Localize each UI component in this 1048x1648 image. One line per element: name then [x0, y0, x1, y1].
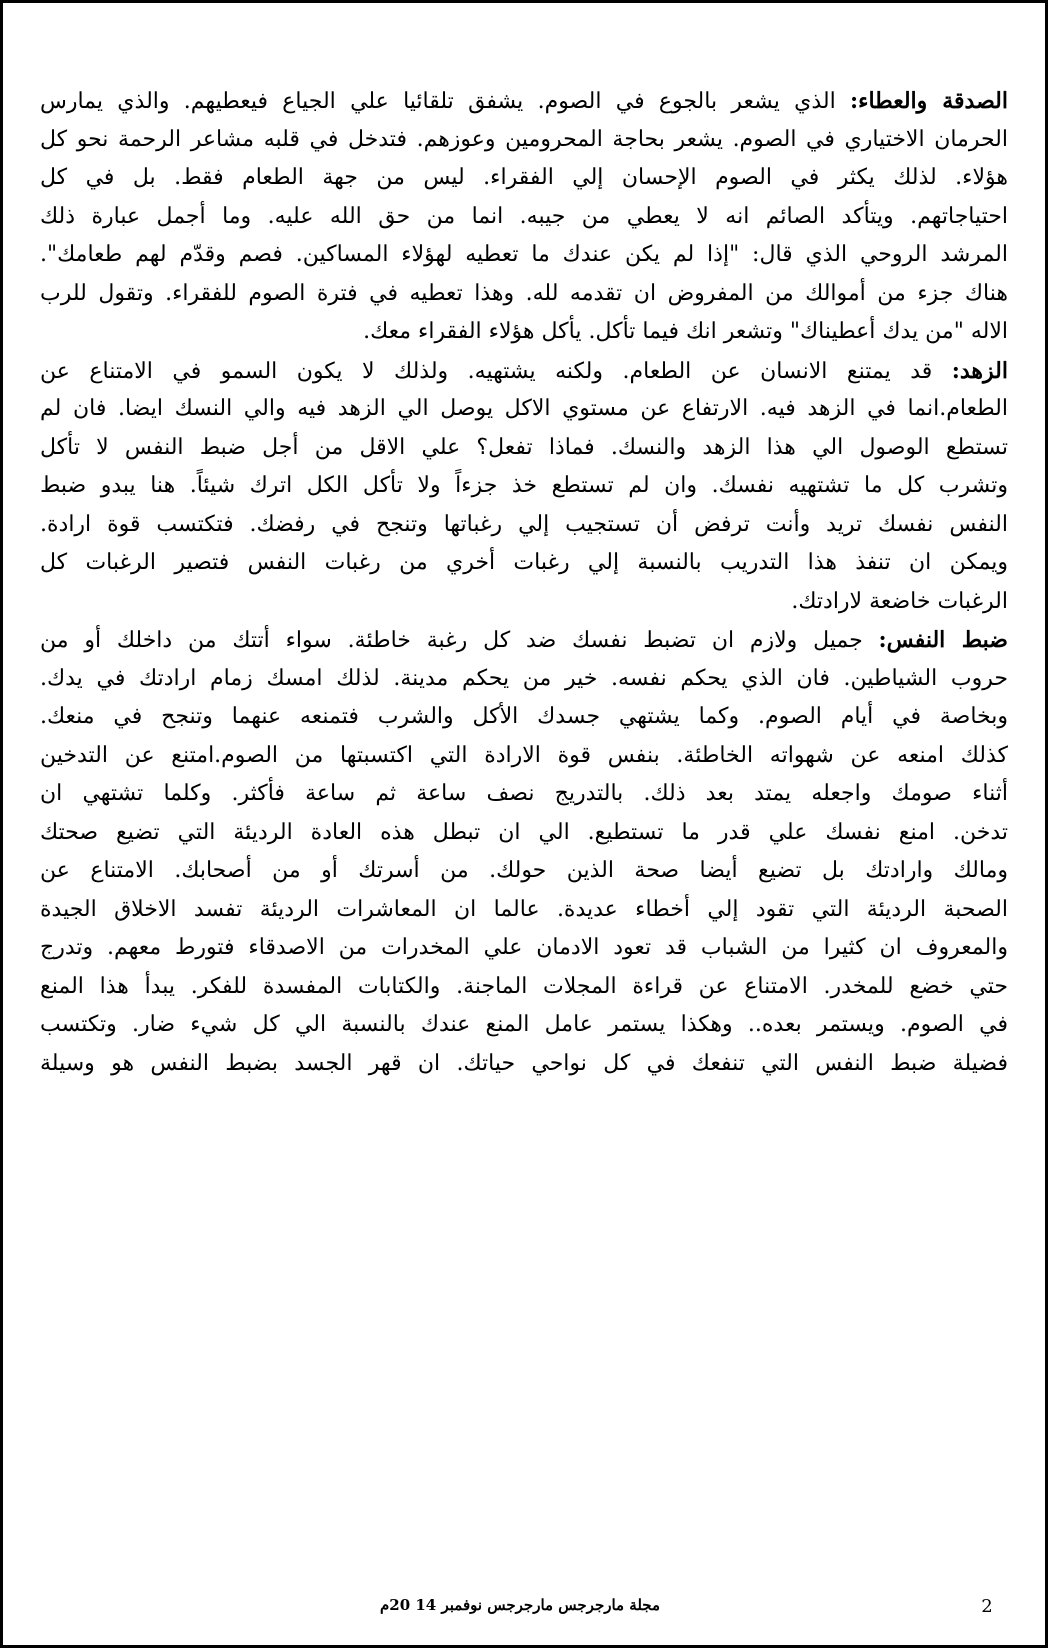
text-line: تدخن. امنع نفسك علي قدر ما تستطيع. الي ان تبطل هذه العادة الرديئة التي تضيع صحتك: [40, 819, 1008, 845]
text-line: حتي خضع للمخدر. الامتناع عن قراءة المجلات الماجنة. والكتابات المفسدة للفكر. يبدأ هذا المنع: [40, 973, 1008, 999]
line-text: جميل ولازم ان تضبط نفسك ضد كل رغبة خاطئة. سواء أتتك من داخلك أو من: [40, 628, 863, 653]
section-heading: ضبط النفس:: [878, 627, 1008, 653]
line-text: قد يمتنع الانسان عن الطعام. ولكنه يشتهيه. ولذلك لا يكون السمو في الامتناع عن: [40, 358, 933, 384]
text-line: وبخاصة في أيام الصوم. وكما يشتهي جسدك الأكل والشرب فتمنعه عنهما وتنجح في منعك.: [40, 704, 1008, 729]
text-line: هناك جزء من أموالك من المفروض ان تقدمه لله. وهذا تعطيه في فترة الصوم للفقراء. وتقول للرب: [40, 280, 1008, 306]
text-line: النفس نفسك تريد وأنت ترفض أن تستجيب إلي رغباتها وتنجح في رفضك. فتكتسب قوة ارادة.: [40, 511, 1008, 537]
text-line: الطعام.انما في الزهد فيه. الارتفاع عن مستوي الاكل يوصل الي الزهد فيه والي النسك ايضا. فان لم: [40, 396, 1008, 421]
text-line: [40, 82, 1008, 121]
text-line: وتشرب كل ما تشتهيه نفسك. وان لم تستطع خذ جزءاً ولا تأكل الكل اترك شيئاً. هنا يبدو ضبط: [40, 473, 1008, 498]
text-line: المرشد الروحي الذي قال: "إذا لم يكن عندك ما تعطيه لهؤلاء المساكين. فصم وقدّم لهم طعامك".: [40, 242, 1008, 267]
text-line: أثناء صومك واجعله يمتد بعد ذلك. بالتدريج نصف ساعة ثم ساعة فأكثر. وكلما تشتهي ان: [40, 781, 1008, 806]
line-text: الذي يشعر بالجوع في الصوم. يشفق تلقائيا علي الجياع فيعطيهم. والذي يمارس: [40, 89, 836, 114]
section-heading: الصدقة والعطاء:: [850, 88, 1008, 114]
text-line: حروب الشياطين. فان الذي يحكم نفسه. خير من يحكم مدينة. لذلك امسك زمام ارادتك في يدك.: [40, 665, 1008, 691]
page-number: 2: [981, 1596, 993, 1617]
section-heading: الزهد:: [951, 357, 1008, 384]
page-footer: [0, 1596, 1048, 1626]
text-line: هؤلاء. لذلك يكثر في الصوم الإحسان إلي الفقراء. ليس من جهة الطعام فقط. بل في كل: [40, 165, 1008, 190]
text-line: الرغبات خاضعة لارادتك.: [791, 588, 1008, 614]
text-line: ويمكن ان تنفذ هذا التدريب بالنسبة إلي رغبات أخري من رغبات النفس فتصير الرغبات كل: [40, 550, 1008, 575]
text-line: كذلك امنعه عن شهواته الخاطئة. بنفس قوة الارادة التي اكتسبتها من الصوم.امتنع عن التدخين: [40, 742, 1008, 768]
text-line: في الصوم. ويستمر بعده.. وهكذا يستمر عامل المنع عندك بالنسبة الي كل شيء ضار. وتكتسب: [40, 1012, 1008, 1037]
text-line: تستطع الوصول الي هذا الزهد والنسك. فماذا تفعل؟ علي الاقل من أجل ضبط النفس لا تأكل: [40, 434, 1008, 460]
text-line: احتياجاتهم. ويتأكد الصائم انه لا يعطي من جيبه. انما من حق الله عليه. وما أجمل عبارة ذلك: [40, 203, 1008, 229]
text-line: الاله "من يدك أعطيناك" وتشعر انك فيما تأكل. يأكل هؤلاء الفقراء معك.: [363, 319, 1008, 344]
text-line: الحرمان الاختياري في الصوم. يشعر بحاجة المحرومين وعوزهم. فتدخل في قلبه مشاعر الرحمة نحو كل: [40, 126, 1008, 152]
text-line: فضيلة ضبط النفس التي تنفعك في كل نواحي حياتك. ان قهر الجسد بضبط النفس هو وسيلة: [40, 1050, 1008, 1076]
text-line: [40, 352, 1008, 391]
text-line: ومالك وارادتك بل تضيع أيضا صحة الذين حولك. من أسرتك أو من أصحابك. الامتناع عن: [40, 858, 1008, 883]
document-body: [40, 82, 1008, 1083]
text-line: والمعروف ان كثيرا من الشباب قد تعود الادمان علي المخدرات من الاصدقاء فتورط معهم. وتدرج: [40, 935, 1008, 960]
text-line: [40, 621, 1008, 660]
footer-title: مجلة مارجرجس مارجرجس نوفمبر 14 20م: [379, 1596, 661, 1614]
text-line: الصحبة الرديئة التي تقود إلي أخطاء عديدة. عالما ان المعاشرات الرديئة تفسد الاخلاق الجيدة: [40, 896, 1008, 922]
